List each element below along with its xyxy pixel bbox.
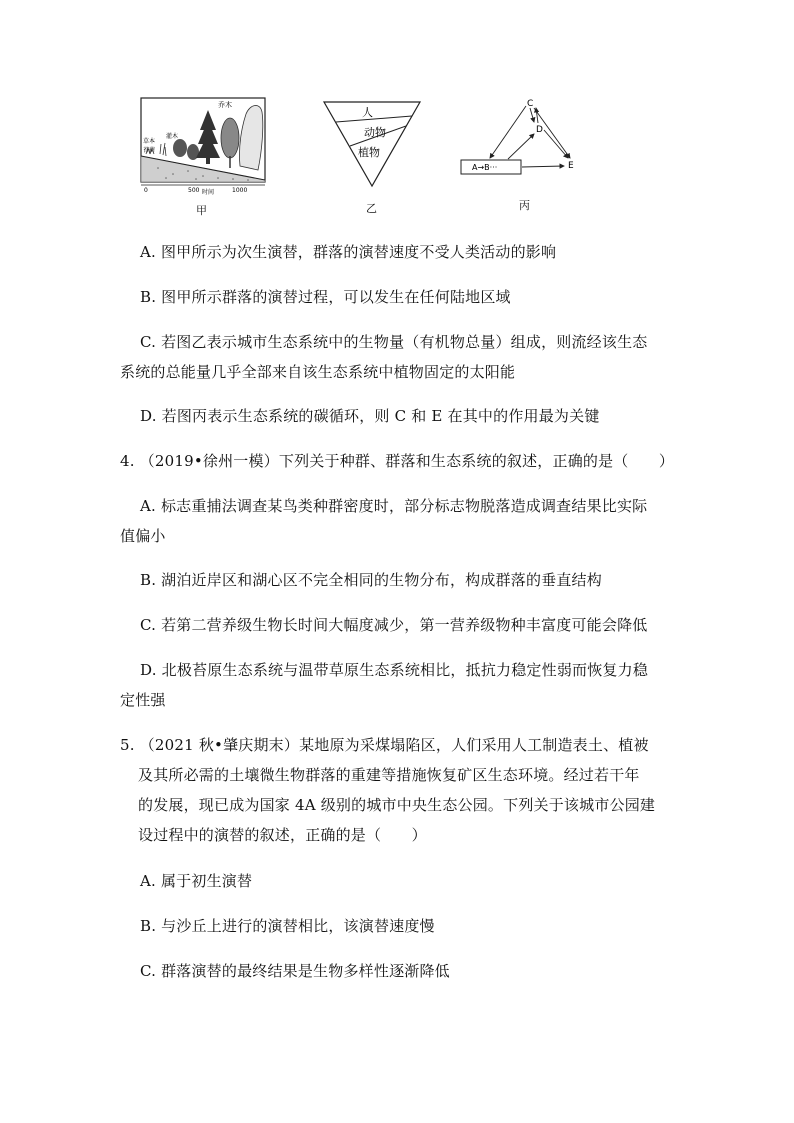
axis-time: 时间	[202, 189, 215, 196]
label-tree: 乔木	[218, 101, 232, 109]
q5-option-b: B. 与沙丘上进行的演替相比，该演替速度慢	[140, 917, 435, 935]
q5-stem-line4: 设过程中的演替的叙述，正确的是（ ）	[138, 826, 427, 844]
q4-option-d-line2: 定性强	[120, 691, 166, 709]
pyramid-top: 人	[362, 106, 373, 119]
q5-stem-line3: 的发展，现已成为国家 4A 级别的城市中央生态公园。下列关于该城市公园建	[138, 796, 656, 814]
caption-yi: 乙	[366, 202, 377, 215]
label-moss: 苔藓	[143, 147, 156, 154]
axis-1000: 1000	[232, 187, 248, 194]
axis-0: 0	[144, 187, 148, 194]
q4-option-c: C. 若第二营养级生物长时间大幅度减少，第一营养级物种丰富度可能会降低	[140, 616, 648, 634]
q5-option-c: C. 群落演替的最终结果是生物多样性逐渐降低	[140, 962, 450, 980]
q3-option-b: B. 图甲所示群落的演替过程，可以发生在任何陆地区域	[140, 288, 511, 306]
q4-option-a-line2: 值偏小	[120, 527, 166, 545]
succession-diagram	[138, 96, 268, 196]
q3-option-c-line1: C. 若图乙表示城市生态系统中的生物量（有机物总量）组成，则流经该生态	[140, 333, 648, 351]
q3-option-a: A. 图甲所示为次生演替，群落的演替速度不受人类活动的影响	[140, 243, 557, 261]
pyramid-bottom: 植物	[358, 146, 380, 159]
label-shrub: 灌木	[166, 133, 179, 140]
node-e: E	[568, 161, 574, 171]
figure-jia	[138, 96, 268, 196]
q5-stem-line1: 5. （2021 秋•肇庆期末）某地原为采煤塌陷区，人们采用人工制造表土、植被	[120, 736, 649, 754]
figure-bing	[458, 96, 588, 182]
figure-yi	[322, 100, 422, 190]
caption-jia: 甲	[196, 204, 207, 217]
q4-stem: 4. （2019•徐州一模）下列关于种群、群落和生态系统的叙述，正确的是（ ）	[120, 452, 675, 470]
caption-bing: 丙	[519, 199, 530, 212]
node-d: D	[536, 125, 543, 135]
carbon-cycle-diagram	[458, 96, 588, 182]
q4-option-b: B. 湖泊近岸区和湖心区不完全相同的生物分布，构成群落的垂直结构	[140, 571, 602, 589]
q3-option-d: D. 若图丙表示生态系统的碳循环，则 C 和 E 在其中的作用最为关键	[140, 407, 600, 425]
q5-stem-line2: 及其所必需的土壤微生物群落的重建等措施恢复矿区生态环境。经过若干年	[138, 766, 640, 784]
biomass-pyramid	[322, 100, 422, 190]
label-grass: 草本	[143, 138, 156, 145]
q4-option-a-line1: A. 标志重捕法调查某鸟类种群密度时，部分标志物脱落造成调查结果比实际	[140, 497, 648, 515]
pyramid-mid: 动物	[364, 126, 386, 139]
q3-option-c-line2: 系统的总能量几乎全部来自该生态系统中植物固定的太阳能	[120, 363, 516, 381]
node-c: C	[527, 99, 534, 109]
axis-500: 500	[188, 187, 200, 194]
node-ab: A→B···	[472, 163, 498, 172]
q4-option-d-line1: D. 北极苔原生态系统与温带草原生态系统相比，抵抗力稳定性弱而恢复力稳	[140, 661, 649, 679]
q5-option-a: A. 属于初生演替	[140, 872, 253, 890]
